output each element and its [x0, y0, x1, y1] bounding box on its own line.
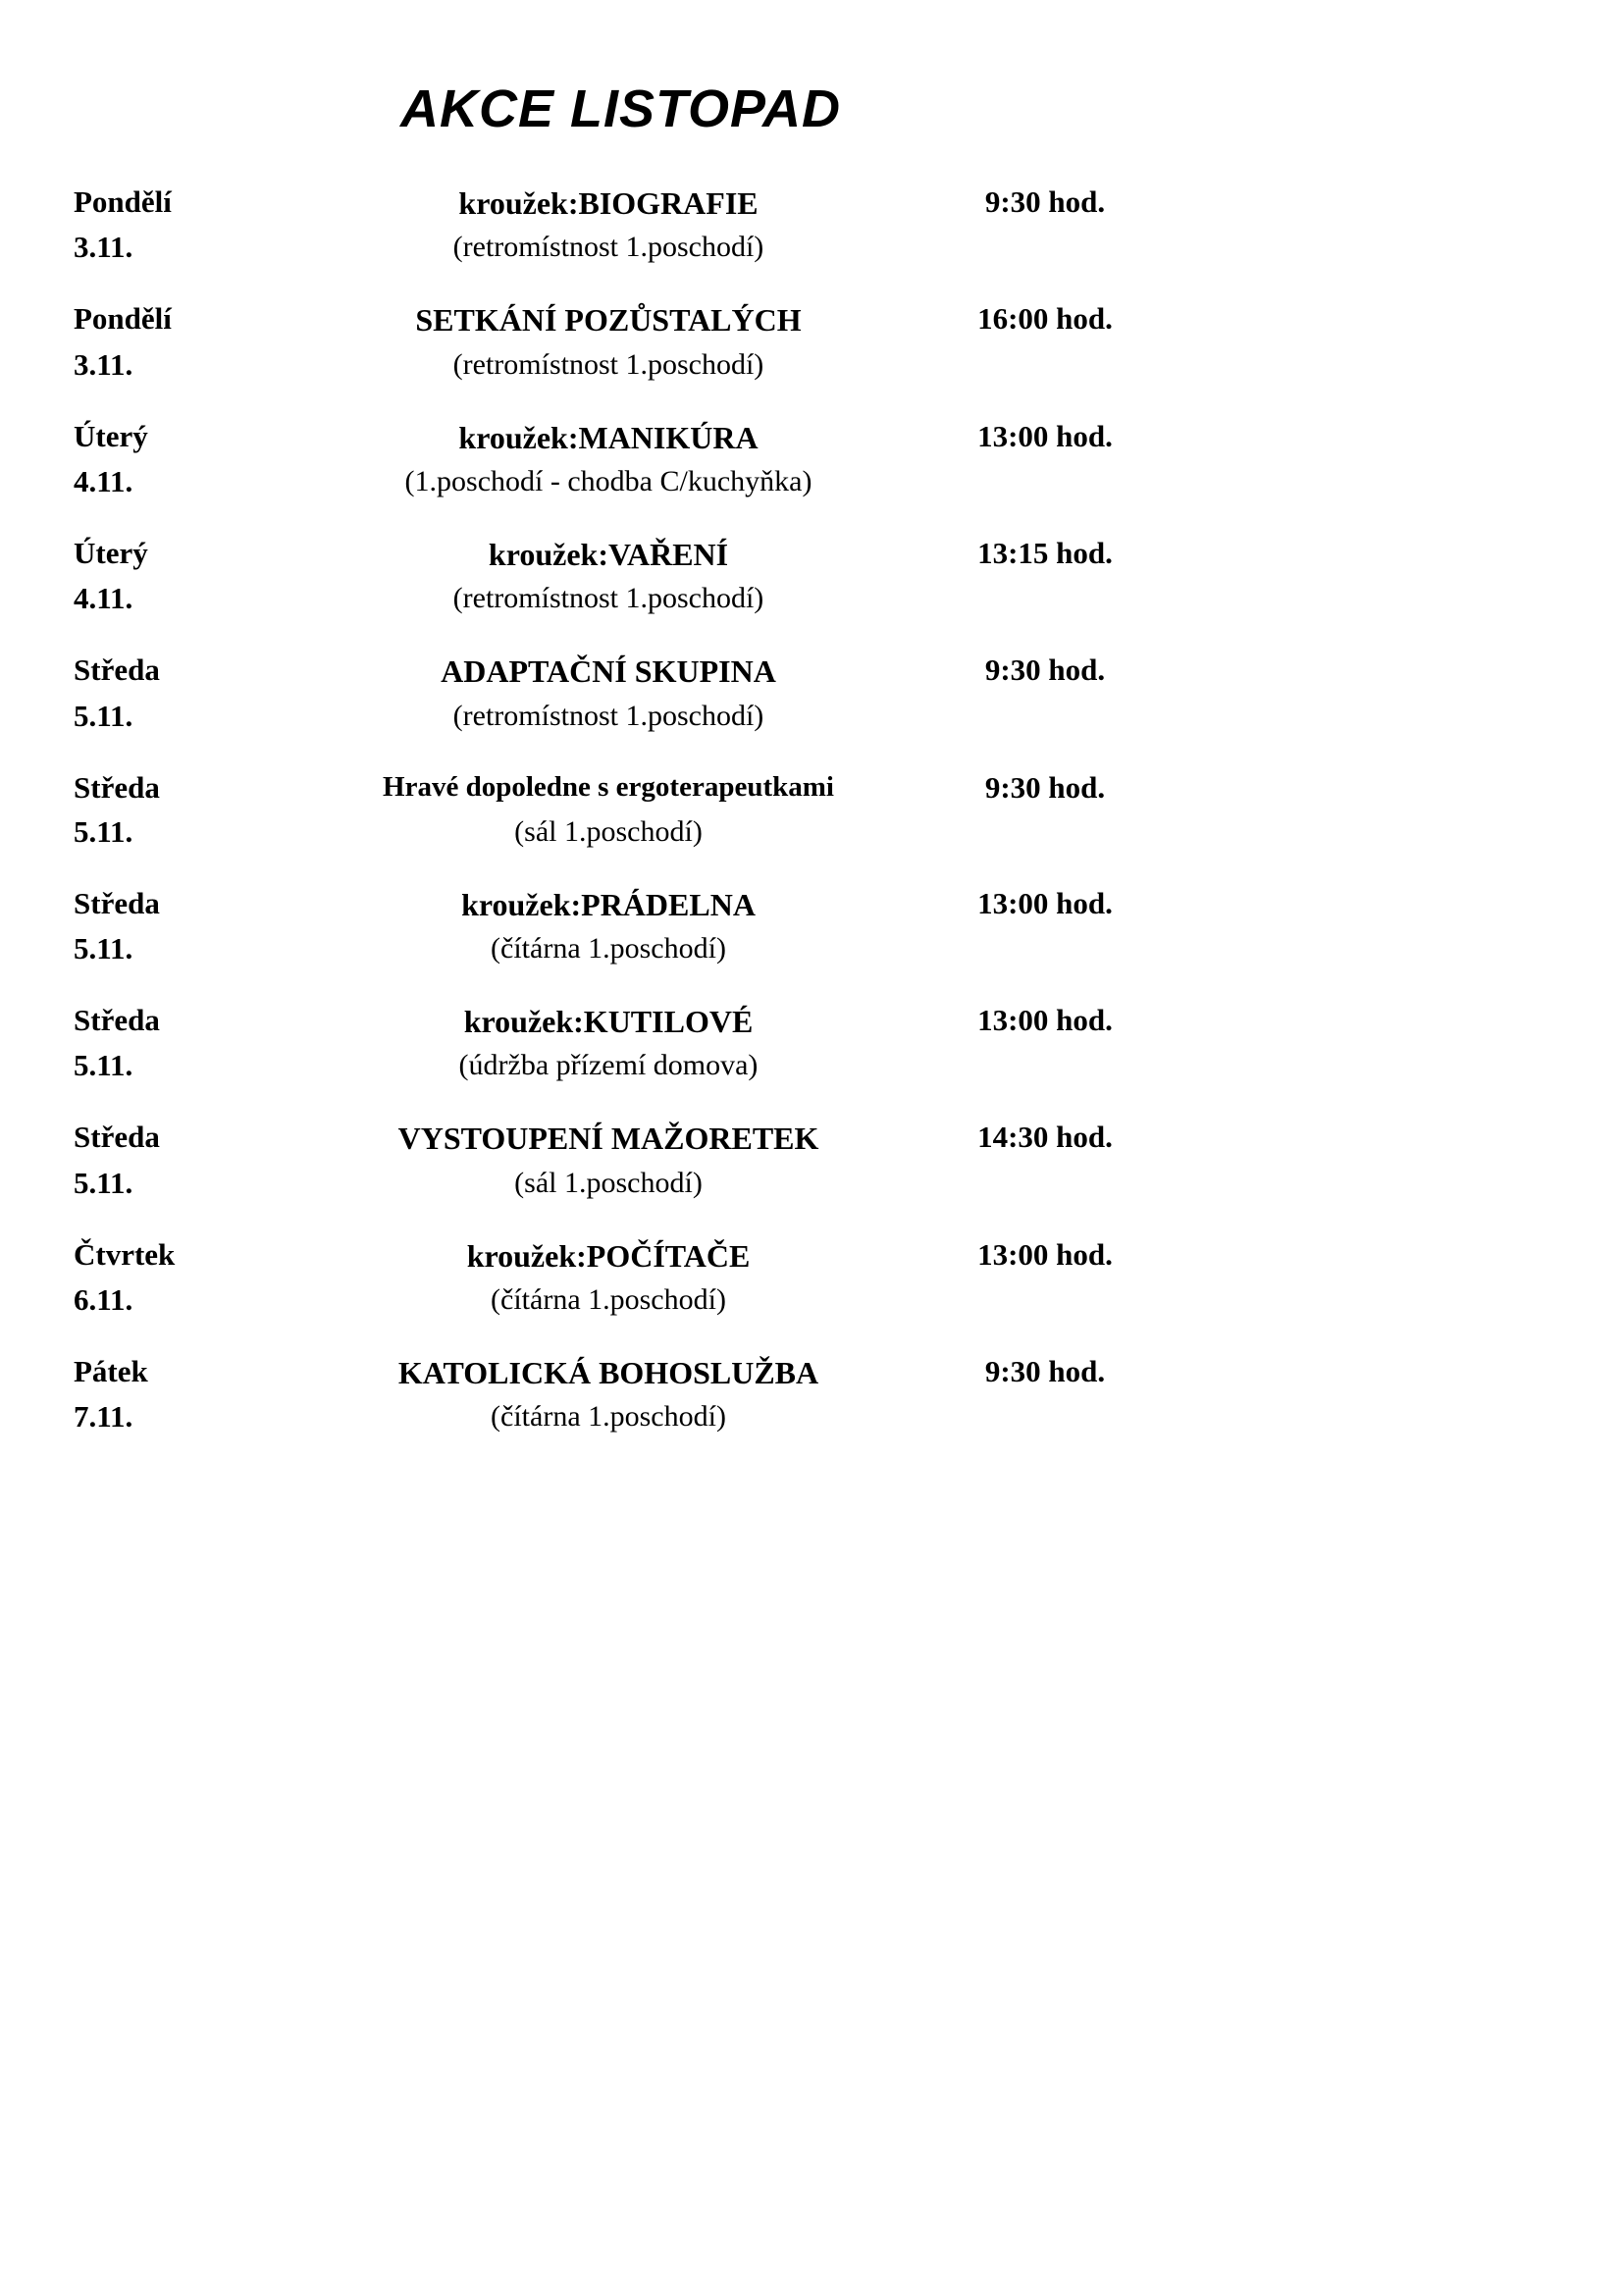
event-time: 13:15 hod. [977, 535, 1113, 570]
event-place: (čítárna 1.poschodí) [491, 1400, 726, 1434]
event-date: 4.11. [74, 581, 133, 616]
event-place: (čítárna 1.poschodí) [491, 931, 726, 965]
event-time: 9:30 hod. [984, 652, 1106, 688]
event-name: KATOLICKÁ BOHOSLUŽBA [397, 1354, 819, 1390]
event-time: 9:30 hod. [984, 184, 1106, 219]
event-day: Úterý [74, 535, 148, 570]
event-place: (čítárna 1.poschodí) [491, 1282, 726, 1316]
event-name: kroužek:KUTILOVÉ [463, 1003, 754, 1039]
event-name: kroužek:MANIKÚRA [458, 419, 759, 455]
event-row [74, 532, 1565, 621]
event-time: 9:30 hod. [984, 1353, 1106, 1388]
event-time: 14:30 hod. [977, 1120, 1113, 1155]
event-date: 6.11. [74, 1281, 133, 1317]
event-row [74, 1233, 1565, 1323]
event-place: (retromístnost 1.poschodí) [452, 582, 764, 615]
event-date: 4.11. [74, 464, 133, 499]
event-date: 5.11. [74, 1048, 133, 1083]
event-day: Středa [74, 885, 160, 920]
page-title: AKCE LISTOPAD [399, 79, 842, 138]
event-date: 3.11. [74, 230, 133, 265]
event-time: 13:00 hod. [977, 885, 1113, 920]
event-time: 9:30 hod. [984, 769, 1106, 805]
event-row [74, 649, 1565, 738]
event-time: 13:00 hod. [977, 1002, 1113, 1037]
event-name: SETKÁNÍ POZŮSTALÝCH [415, 302, 802, 339]
event-day: Středa [74, 1002, 160, 1037]
event-name: ADAPTAČNÍ SKUPINA [441, 653, 776, 690]
event-day: Středa [74, 652, 160, 688]
event-row [74, 415, 1565, 504]
event-name: kroužek:VAŘENÍ [488, 536, 729, 572]
event-place: (sál 1.poschodí) [514, 814, 703, 848]
event-name: VYSTOUPENÍ MAŽORETEK [397, 1121, 819, 1157]
event-name: Hravé dopoledne s ergoterapeutkami [383, 770, 834, 803]
event-date: 5.11. [74, 813, 133, 849]
event-name: kroužek:BIOGRAFIE [458, 185, 759, 221]
event-time: 13:00 hod. [977, 418, 1113, 453]
event-name: kroužek:PRÁDELNA [461, 886, 756, 922]
event-day: Pátek [74, 1353, 148, 1388]
event-time: 13:00 hod. [977, 1236, 1113, 1272]
event-place: (údržba přízemí domova) [458, 1049, 759, 1082]
event-schedule-list [0, 181, 1624, 1439]
event-place: (retromístnost 1.poschodí) [452, 699, 764, 732]
event-date: 5.11. [74, 930, 133, 965]
event-day: Čtvrtek [74, 1236, 176, 1272]
event-row [74, 766, 1565, 855]
event-name: kroužek:POČÍTAČE [466, 1237, 751, 1274]
event-date: 5.11. [74, 698, 133, 733]
event-date: 5.11. [74, 1165, 133, 1200]
event-day: Pondělí [74, 301, 172, 337]
event-day: Úterý [74, 418, 148, 453]
event-row [74, 1350, 1565, 1439]
event-day: Středa [74, 1120, 160, 1155]
event-row [74, 181, 1565, 270]
event-date: 7.11. [74, 1399, 133, 1434]
event-row [74, 882, 1565, 971]
event-place: (sál 1.poschodí) [514, 1166, 703, 1199]
event-row [74, 1116, 1565, 1205]
event-date: 3.11. [74, 346, 133, 382]
event-time: 16:00 hod. [977, 301, 1113, 337]
event-place: (retromístnost 1.poschodí) [452, 231, 764, 264]
event-place: (retromístnost 1.poschodí) [452, 347, 764, 381]
event-row [74, 297, 1565, 387]
event-day: Středa [74, 769, 160, 805]
event-place: (1.poschodí - chodba C/kuchyňka) [404, 465, 812, 498]
event-day: Pondělí [74, 184, 172, 219]
event-row [74, 999, 1565, 1088]
